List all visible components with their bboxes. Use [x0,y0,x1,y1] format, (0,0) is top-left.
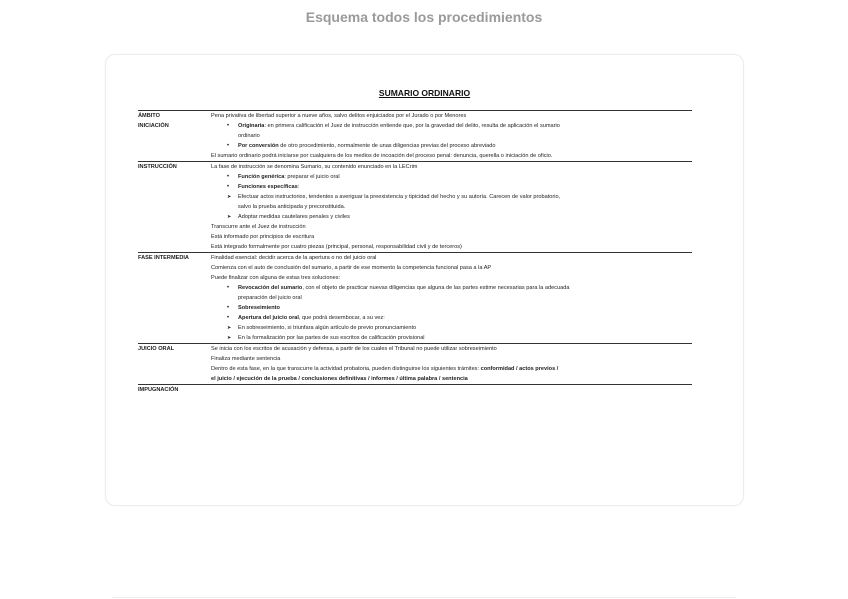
line-text: : preparar el juicio oral [284,174,340,180]
content-line [211,273,692,283]
content-line [211,283,692,293]
line-text: : en primera calificación el Juez de instrucción entiende que, por la gravedad del delito, resulta de aplicación el sumario [264,123,560,129]
summary-table [138,110,692,395]
line-text: , que podrá desembocar, a su vez: [298,315,385,321]
bottom-divider [112,597,736,598]
table-row [138,385,692,396]
content-line [211,263,692,273]
line-text: Efectuar actos instructorios, tendentes a averiguar la preexistencia y tipicidad del hecho y su autoría. Carecen de valor probatorio, [238,194,561,200]
bold-term: Apertura del juicio oral [238,315,299,321]
content-line [211,222,692,232]
line-text: , con el objeto de practicar nuevas diligencias que alguna de las partes estime necesarias para la adecuada [302,285,570,291]
document-heading: SUMARIO ORDINARIO [378,88,471,98]
section-label: INICIACIÓN [138,123,169,129]
section-label: FASE INTERMEDIA [138,255,189,261]
line-text: Finalidad esencial: decidir acerca de la apertura o no del juicio oral [211,255,377,261]
table-row [138,111,692,122]
line-text: ordinario [238,133,260,139]
line-text: Comienza con el auto de conclusión del sumario, a partir de ese momento la competencia funcional pasa a la AP [211,265,492,271]
section-content [211,344,692,385]
bold-term: Por conversión [238,143,279,149]
table-row [138,344,692,385]
content-line [211,323,692,333]
line-text: preparación del juicio oral [238,295,302,301]
content-line [211,344,692,354]
content-line [211,202,692,212]
content-line [211,354,692,364]
content-line [211,131,692,141]
section-label: JUICIO ORAL [138,346,175,352]
content-line [211,333,692,343]
line-text: Dentro de esta fase, en la que transcurre la actividad probatoria, pueden distinguirse los siguientes trámites: [211,366,481,372]
section-content [211,121,692,162]
line-text: salvo la prueba anticipada y preconstituida. [238,204,346,210]
section-content [211,162,692,253]
table-row [138,162,692,253]
content-line [211,182,692,192]
page-title: Esquema todos los procedimientos [305,9,543,25]
bold-term: Función genérica [238,174,285,180]
content-line [211,313,692,323]
line-text: En sobreseimiento, si triunfara algún artículo de previo pronunciamiento [238,325,417,331]
content-line [211,192,692,202]
section-content [211,111,692,122]
table-row [138,121,692,162]
content-line [211,172,692,182]
content-line [211,121,692,131]
section-label: ÁMBITO [138,113,160,119]
content-line [211,151,692,161]
content-line [211,293,692,303]
line-text: : [297,184,300,190]
section-label: IMPUGNACIÓN [138,387,179,393]
content-line [211,303,692,313]
document-slide [105,54,744,506]
section-content [211,385,692,396]
line-text: Transcurre ante el Juez de instrucción [211,224,306,230]
line-text: Está informado por principios de escritura [211,234,315,240]
line-text: Pena privativa de libertad superior a nueve años, salvo delitos enjuiciados por el Jurado o por Menores [211,113,467,119]
line-text: Puede finalizar con alguna de estas tres soluciones: [211,275,341,281]
content-line [211,374,692,384]
line-text: La fase de instrucción se denomina Sumario, su contenido enunciado en la LECrim [211,164,418,170]
bold-term: Revocación del sumario [238,285,303,291]
line-text: Está integrado formalmente por cuatro piezas (principal, personal, responsabilidad civil y de terceros) [211,244,462,250]
content-line [211,141,692,151]
content-line [211,364,692,374]
content-line [211,111,692,121]
line-text: el juicio / ejecución de la prueba / conclusiones definitivas / informes / última palabra / sentencia [211,376,468,382]
section-label: INSTRUCCIÓN [138,164,177,170]
content-line [211,253,692,263]
content-line [211,212,692,222]
bold-tail: conformidad / actos previos / [480,366,559,372]
bold-term: Originaria [238,123,265,129]
line-text: Se inicia con los escritos de acusación y defensa, a partir de los cuales el Tribunal no puede utilizar sobreseimiento [211,346,497,352]
content-line [211,232,692,242]
line-text: Adoptar medidas cautelares penales y civiles [238,214,350,220]
line-text: El sumario ordinario podrá iniciarse por cualquiera de los medios de incoación del proceso penal: denuncia, querella o iniciación de oficio. [211,153,553,159]
line-text: Finaliza mediante sentencia [211,356,281,362]
section-content [211,253,692,344]
table-row [138,253,692,344]
content-line [211,162,692,172]
line-text: En la formalización por las partes de sus escritos de calificación provisional [238,335,425,341]
bold-term: Funciones específicas [238,184,298,190]
line-text: de otro procedimiento, normalmente de unas diligencias previas del proceso abreviado [278,143,496,149]
bold-term: Sobreseimiento [238,305,280,311]
content-line [211,242,692,252]
